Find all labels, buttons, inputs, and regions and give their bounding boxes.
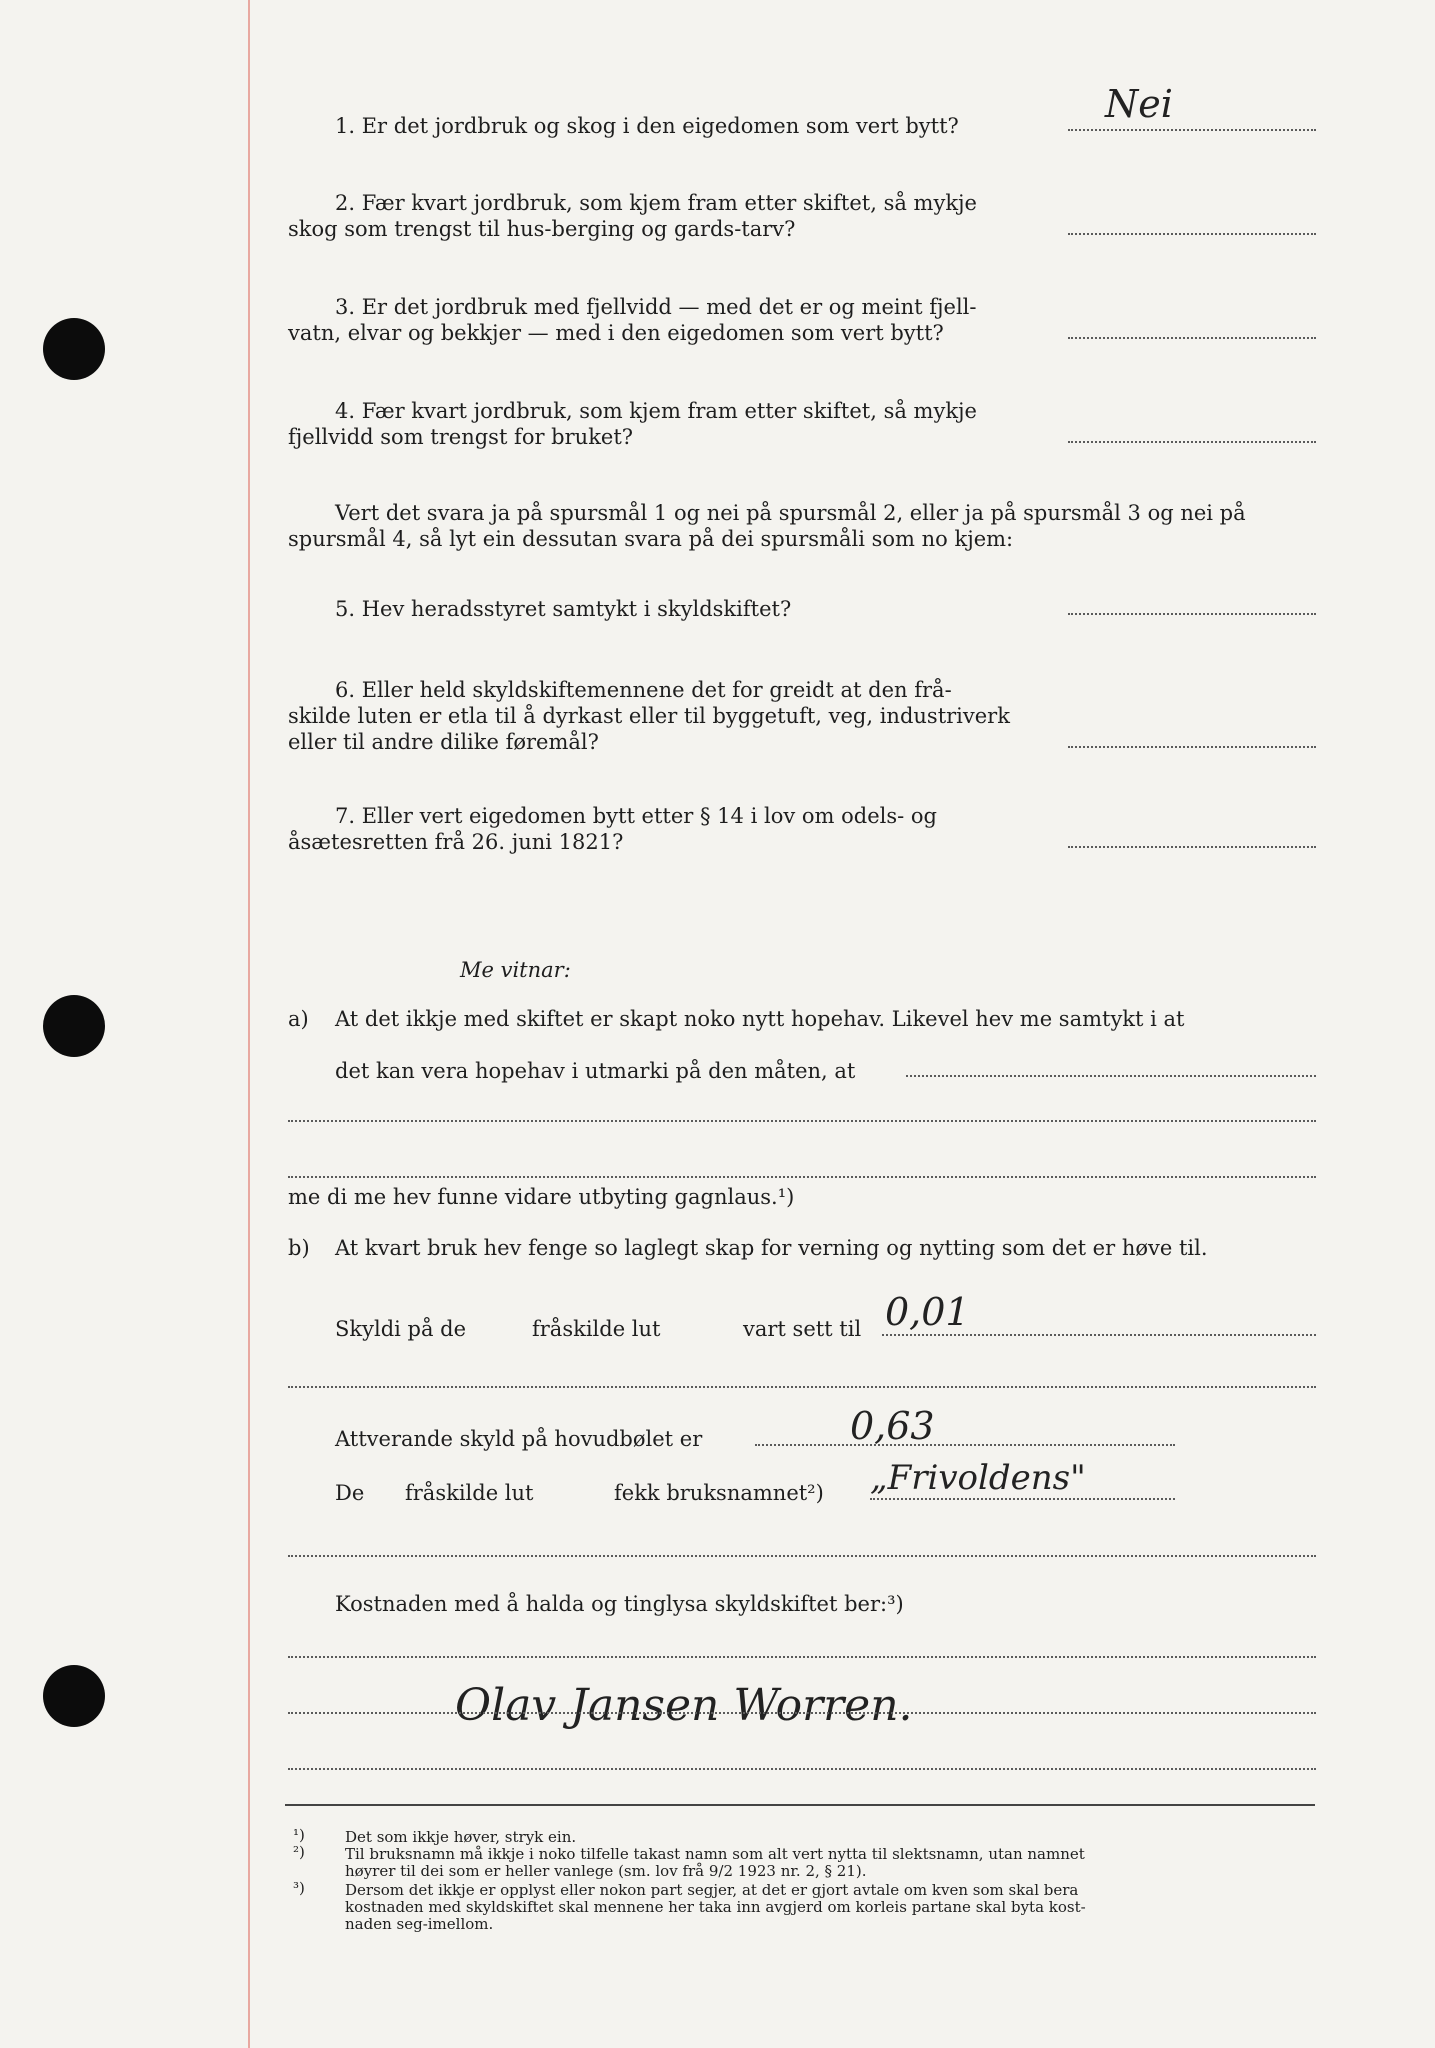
- question-7-line-1: 7. Eller vert eigedomen bytt etter § 14 i lov om odels- og: [335, 804, 937, 828]
- bruksnamn-blank[interactable]: [870, 1498, 1175, 1500]
- answer-2-blank[interactable]: [1068, 233, 1316, 235]
- item-a-blank-1[interactable]: [906, 1075, 1316, 1077]
- item-a-line-2: det kan vera hopehav i utmarki på den måten, at: [335, 1059, 856, 1083]
- kostnaden-label: Kostnaden med å halda og tinglysa skyldskiftet ber:³): [335, 1592, 904, 1616]
- question-1: 1. Er det jordbruk og skog i den eigedomen som vert bytt?: [335, 114, 959, 138]
- answer-4-blank[interactable]: [1068, 441, 1316, 443]
- instruction-line-1: Vert det svara ja på spursmål 1 og nei på spursmål 2, eller ja på spursmål 3 og nei på: [335, 501, 1246, 525]
- question-2-line-1: 2. Fær kvart jordbruk, som kjem fram etter skiftet, så mykje: [335, 191, 977, 215]
- footnote-1-number: ¹): [293, 1826, 305, 1844]
- item-b-line-1: At kvart bruk hev fenge so laglegt skap for verning og nytting som det er høve til.: [335, 1236, 1208, 1260]
- footnote-2-number: ²): [293, 1843, 305, 1861]
- instruction-line-2: spursmål 4, så lyt ein dessutan svara på dei spursmåli som no kjem:: [288, 527, 1014, 551]
- footnote-2-line-2: høyrer til dei som er heller vanlege (sm. lov frå 9/2 1923 nr. 2, § 21).: [345, 1862, 867, 1880]
- item-a-label: a): [288, 1007, 309, 1031]
- footnote-3-number: ³): [293, 1879, 305, 1897]
- footnote-3-line-2: kostnaden med skyldskiftet skal mennene her taka inn avgjerd om korleis partane skal byta kost-: [345, 1898, 1086, 1916]
- skyldi-blank[interactable]: [882, 1334, 1316, 1336]
- question-5: 5. Hev heradsstyret samtykt i skyldskiftet?: [335, 597, 792, 621]
- question-4-line-2: fjellvidd som trengst for bruket?: [288, 425, 634, 449]
- answer-1-handwritten: Nei: [1105, 82, 1173, 126]
- footnote-3-line-3: naden seg-imellom.: [345, 1915, 494, 1933]
- punch-hole-middle: [43, 995, 105, 1057]
- bruksnamn-label-b: fråskilde lut: [405, 1481, 534, 1505]
- answer-7-blank[interactable]: [1068, 846, 1316, 848]
- question-3-line-1: 3. Er det jordbruk med fjellvidd — med det er og meint fjell-: [335, 295, 977, 319]
- answer-3-blank[interactable]: [1068, 337, 1316, 339]
- item-b-label: b): [288, 1236, 310, 1260]
- answer-6-blank[interactable]: [1068, 746, 1316, 748]
- punch-hole-top: [43, 318, 105, 380]
- attverande-blank[interactable]: [755, 1444, 1175, 1446]
- footnote-1: Det som ikkje høver, stryk ein.: [345, 1828, 577, 1846]
- kostnaden-blank-3[interactable]: [288, 1768, 1316, 1770]
- attverande-label: Attverande skyld på hovudbølet er: [335, 1427, 703, 1451]
- skyldi-label-c: vart sett til: [743, 1317, 862, 1341]
- kostnaden-signature-handwritten: Olav Jansen Worren.: [455, 1680, 913, 1731]
- kostnaden-blank-1[interactable]: [288, 1656, 1316, 1658]
- me-vitnar-heading: Me vitnar:: [460, 958, 571, 982]
- skyldi-label-a: Skyldi på de: [335, 1317, 467, 1341]
- skyldi-label-b: fråskilde lut: [532, 1317, 661, 1341]
- footnote-2-line-1: Til bruksnamn må ikkje i noko tilfelle takast namn som alt vert nytta til slektsnamn, utan namnet: [345, 1845, 1085, 1863]
- answer-1-blank[interactable]: [1068, 129, 1316, 131]
- footnote-rule: [285, 1804, 1315, 1806]
- punch-hole-bottom: [43, 1665, 105, 1727]
- question-3-line-2: vatn, elvar og bekkjer — med i den eigedomen som vert bytt?: [288, 321, 944, 345]
- skyldi-value-handwritten: 0,01: [885, 1290, 970, 1334]
- bruksnamn-value-handwritten: „Frivoldens": [870, 1458, 1086, 1498]
- footnote-3-line-1: Dersom det ikkje er opplyst eller nokon part segjer, at det er gjort avtale om kven som skal bera: [345, 1881, 1079, 1899]
- bruksnamn-label-c: fekk bruksnamnet²): [614, 1481, 824, 1505]
- bruksnamn-label-a: De: [335, 1481, 365, 1505]
- answer-5-blank[interactable]: [1068, 613, 1316, 615]
- question-6-line-3: eller til andre dilike føremål?: [288, 730, 599, 754]
- question-6-line-1: 6. Eller held skyldskiftemennene det for greidt at den frå-: [335, 678, 952, 702]
- bruksnamn-blank-2[interactable]: [288, 1555, 1316, 1557]
- item-a-blank-2[interactable]: [288, 1120, 1316, 1122]
- question-6-line-2: skilde luten er etla til å dyrkast eller til byggetuft, veg, industriverk: [288, 704, 1010, 728]
- skyldi-blank-2[interactable]: [288, 1386, 1316, 1388]
- item-a-line-1: At det ikkje med skiftet er skapt noko nytt hopehav. Likevel hev me samtykt i at: [335, 1007, 1185, 1031]
- kostnaden-blank-2[interactable]: [288, 1712, 1316, 1714]
- question-4-line-1: 4. Fær kvart jordbruk, som kjem fram etter skiftet, så mykje: [335, 399, 977, 423]
- question-2-line-2: skog som trengst til hus-berging og gards-tarv?: [288, 217, 796, 241]
- attverande-value-handwritten: 0,63: [850, 1404, 935, 1448]
- item-a-blank-3[interactable]: [288, 1176, 1316, 1178]
- margin-line: [248, 0, 250, 2048]
- item-a-line-3: me di me hev funne vidare utbyting gagnlaus.¹): [288, 1185, 795, 1209]
- question-7-line-2: åsætesretten frå 26. juni 1821?: [288, 830, 624, 854]
